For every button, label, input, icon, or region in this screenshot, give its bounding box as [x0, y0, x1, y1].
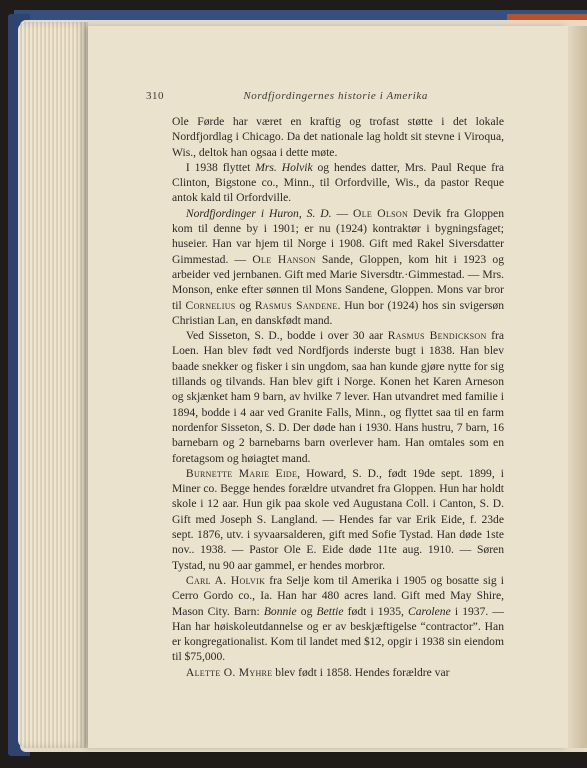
text-run: og hendes datter, Mrs. Paul Reque fra Clinton, Bigstone co., Minn., til Orfordville, Wis., da pastor Reque antok kald til Orfordville. [172, 160, 504, 205]
text-run: i 1937. — Han har høiskoleutdannelse og er av beskjæftigelse “contractor”. Han er kongregationalist. Kom til landet med $12, opgir i 1938 sin eiendom til $75,000. [172, 604, 504, 664]
name-smallcaps: Alette O. Myhre [185, 665, 273, 679]
paragraph [172, 665, 504, 680]
paragraph [172, 573, 504, 665]
text-run: . Hun bor (1924) hos sin svigersøn Christian Lan, en danskfødt mand. [172, 298, 505, 327]
name-smallcaps: Ole Hanson [252, 252, 316, 266]
page-number: 310 [146, 90, 164, 102]
italic-text: Carolene [408, 604, 451, 618]
name-smallcaps: Burnette Marie Eide [185, 466, 298, 480]
italic-text: Mrs. Holvik [255, 160, 313, 174]
name-smallcaps: Carl A. Holvik [185, 573, 266, 587]
name-smallcaps: Rasmus Sandene [254, 298, 338, 312]
paragraph [172, 160, 504, 206]
italic-text: Bonnie [263, 604, 297, 618]
name-smallcaps: Ole Olson [353, 206, 409, 220]
body-text [172, 114, 504, 680]
text-run: fra Loen. Han blev født ved Nordfjords inderste bugt i 1838. Han blev baade snekker og fisker i sin ungdom, saa han kunde gjøre nytte for sig tillands og tilvands. Han blev gift i Norge. Konen het Karen Arneson og skjænket ham 9 barn, av hvilke 7 lever. Han utvandret med familie i 1894, bodde i 4 aar ved Granite Falls, Minn., og flyttet saa til en farm nordenfor Sisseton, S. D. Der døde han i 1930. Hans hustru, 7 barn, 16 barnebarn og 2 barnebarns barn overlever ham. Han omtales som en foretagsom og høiagtet mand. [172, 329, 504, 465]
name-smallcaps: Cornelius [185, 298, 236, 312]
page-right-edge [568, 26, 587, 748]
text-run: blev født i 1858. Hendes forældre var [272, 665, 450, 679]
paragraph [172, 466, 504, 573]
text-run: Ved Sisseton, S. D., bodde i over 30 aar [185, 329, 388, 343]
text-run: — [331, 206, 354, 220]
paragraph [172, 114, 504, 160]
text-run: fra Selje kom til Amerika i 1905 og bosatte sig i Cerro Gordo co., Ia. Han har 480 acres land. Gift med May Shire, Mason City. Barn: [172, 573, 504, 618]
page-header [146, 90, 428, 106]
running-title: Nordfjordingernes historie i Amerika [243, 90, 428, 102]
text-run: Sande, Gloppen, kom hit i 1923 og arbeider ved jernbanen. Gift med Marie Siversdtr.·Gimmestad. — Mrs. Monson, enke efter sønnen til Mons Sandene, Gloppen. Mons var bror til [172, 252, 504, 312]
text-run: og [235, 298, 255, 312]
page-edges [18, 22, 88, 748]
italic-text: Bettie [316, 604, 344, 618]
text-run: I 1938 flyttet [185, 160, 256, 174]
text-run: født i 1935, [343, 604, 409, 618]
paragraph [172, 328, 504, 466]
text-run: Ole Førde har været en kraftig og trofast støtte i det lokale Nordfjordlag i Chicago. Da det nationale lag holdt sit stevne i Viroqua, Wis., deltok han ogsaa i dette møte. [172, 115, 504, 159]
text-run: , Howard, S. D., født 19de sept. 1899, i Miner co. Begge hendes forældre utvandret fra Gloppen. Hun har holdt skole i 12 aar. Hun gik paa skole ved Augustana Coll. i Canton, S. D. Gift med Joseph S. Langland. — Hendes far var Erik Eide, f. 23de sept. 1876, utv. i syvaarsalderen, gift med Sofie Tystad. Han døde 1ste nov.. 1938. — Pastor Ole E. Eide døde 11te aug. 1910. — Søren Tystad, nu 90 aar gammel, er hendes morbror. [172, 466, 504, 572]
text-run: og [296, 604, 317, 618]
paragraph [172, 206, 504, 328]
name-smallcaps: Rasmus Bendickson [387, 329, 487, 343]
italic-text: Nordfjordinger i Huron, S. D. [185, 206, 332, 220]
text-run: Devik fra Gloppen kom til denne by i 1901; er nu (1924) kontraktør i bygningsfaget; huseier. Han var hjem til Norge i 1908. Gift med Rakel Siversdatter Gimmestad. — [172, 206, 504, 266]
